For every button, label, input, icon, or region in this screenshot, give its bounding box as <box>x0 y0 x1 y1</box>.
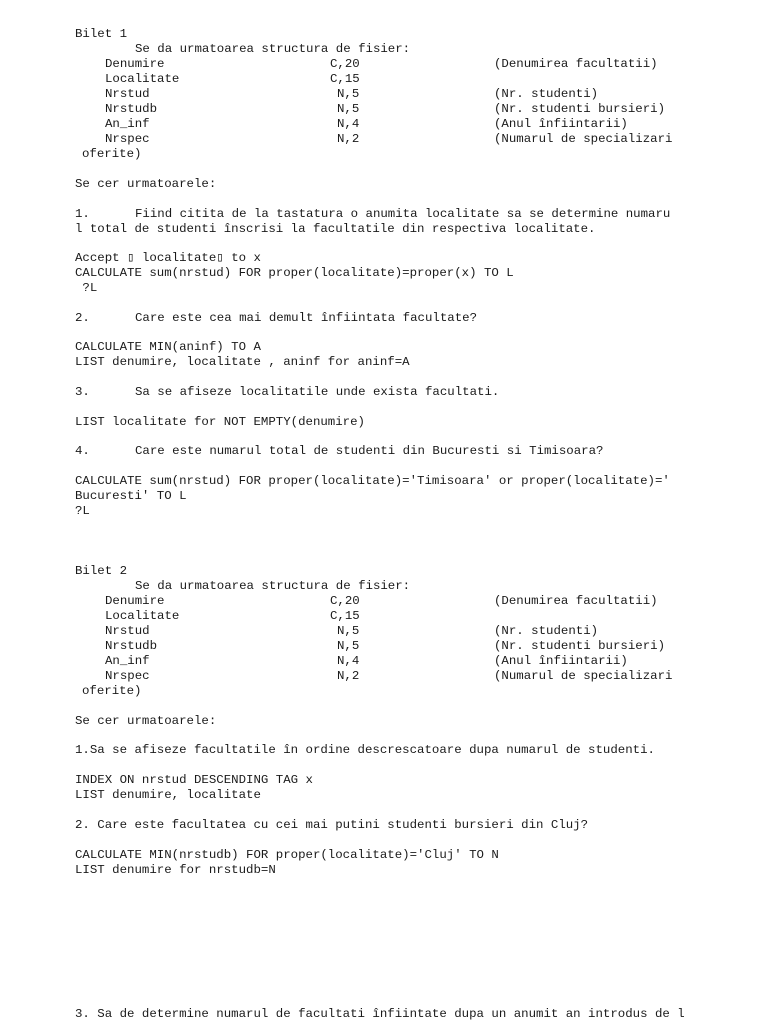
code-line: LIST denumire, localitate , aninf for aninf=A <box>75 355 410 369</box>
code-line: Accept ▯ localitate▯ to x <box>75 251 261 265</box>
field-type: N,4 <box>337 117 360 131</box>
question-text: 3. Sa de determine numarul de facultati înfiintate dupa un anumit an introdus de l <box>75 1007 685 1021</box>
question-text: 2. Care este facultatea cu cei mai putini studenti bursieri din Cluj? <box>75 818 589 832</box>
field-type: N,4 <box>337 654 360 668</box>
field-name: Localitate <box>105 609 180 623</box>
field-name: Nrstudb <box>105 102 158 116</box>
code-line: CALCULATE MIN(aninf) TO A <box>75 340 261 354</box>
question-text: Care este cea mai demult înfiintata facultate? <box>135 311 478 325</box>
field-type: C,15 <box>330 609 360 623</box>
field-name: Nrspec <box>105 132 150 146</box>
question-number: 4. <box>75 444 90 458</box>
field-desc: (Denumirea facultatii) <box>494 57 658 71</box>
field-name: Localitate <box>105 72 180 86</box>
field-type: N,2 <box>337 669 360 683</box>
field-type: C,20 <box>330 594 360 608</box>
field-name: Nrstud <box>105 87 150 101</box>
requirements-label: Se cer urmatoarele: <box>75 177 217 191</box>
field-type: N,2 <box>337 132 360 146</box>
field-desc: (Nr. studenti bursieri) <box>494 102 666 116</box>
field-name: An_inf <box>105 654 150 668</box>
field-desc: (Nr. studenti) <box>494 87 599 101</box>
field-name: Nrstud <box>105 624 150 638</box>
field-desc: (Denumirea facultatii) <box>494 594 658 608</box>
field-type: N,5 <box>337 87 360 101</box>
field-type: N,5 <box>337 639 360 653</box>
field-desc: (Numarul de specializari <box>494 669 673 683</box>
field-name: An_inf <box>105 117 150 131</box>
code-line: ?L <box>75 504 90 518</box>
code-line: ?L <box>75 281 98 295</box>
question-text: Sa se afiseze localitatile unde exista facultati. <box>135 385 500 399</box>
question-number: 2. <box>75 311 90 325</box>
code-line: LIST localitate for NOT EMPTY(denumire) <box>75 415 365 429</box>
code-line: CALCULATE MIN(nrstudb) FOR proper(localitate)='Cluj' TO N <box>75 848 499 862</box>
field-name: Denumire <box>105 57 165 71</box>
ticket-2-title: Bilet 2 <box>75 564 128 578</box>
question-number: 3. <box>75 385 90 399</box>
field-desc-wrap: oferite) <box>82 684 142 698</box>
field-desc: (Anul înfiintarii) <box>494 117 628 131</box>
ticket-2-intro: Se da urmatoarea structura de fisier: <box>135 579 411 593</box>
field-desc: (Nr. studenti bursieri) <box>494 639 666 653</box>
field-type: N,5 <box>337 624 360 638</box>
field-type: C,20 <box>330 57 360 71</box>
question-text: 1.Sa se afiseze facultatile în ordine descrescatoare dupa numarul de studenti. <box>75 743 655 757</box>
field-name: Nrstudb <box>105 639 158 653</box>
ticket-1-intro: Se da urmatoarea structura de fisier: <box>135 42 411 56</box>
field-desc: (Nr. studenti) <box>494 624 599 638</box>
field-name: Nrspec <box>105 669 150 683</box>
question-text: Fiind citita de la tastatura o anumita localitate sa se determine numaru <box>135 207 671 221</box>
code-line: CALCULATE sum(nrstud) FOR proper(localitate)='Timisoara' or proper(localitate)=' <box>75 474 670 488</box>
code-line: Bucuresti' TO L <box>75 489 187 503</box>
code-line: INDEX ON nrstud DESCENDING TAG x <box>75 773 313 787</box>
question-text: Care este numarul total de studenti din Bucuresti si Timisoara? <box>135 444 604 458</box>
ticket-1-title: Bilet 1 <box>75 27 128 41</box>
requirements-label: Se cer urmatoarele: <box>75 714 217 728</box>
field-desc-wrap: oferite) <box>82 147 142 161</box>
question-text: l total de studenti înscrisi la facultatile din respectiva localitate. <box>75 222 596 236</box>
code-line: CALCULATE sum(nrstud) FOR proper(localitate)=proper(x) TO L <box>75 266 514 280</box>
field-type: N,5 <box>337 102 360 116</box>
code-line: LIST denumire, localitate <box>75 788 261 802</box>
field-desc: (Numarul de specializari <box>494 132 673 146</box>
field-name: Denumire <box>105 594 165 608</box>
field-desc: (Anul înfiintarii) <box>494 654 628 668</box>
question-number: 1. <box>75 207 90 221</box>
field-type: C,15 <box>330 72 360 86</box>
code-line: LIST denumire for nrstudb=N <box>75 863 276 877</box>
